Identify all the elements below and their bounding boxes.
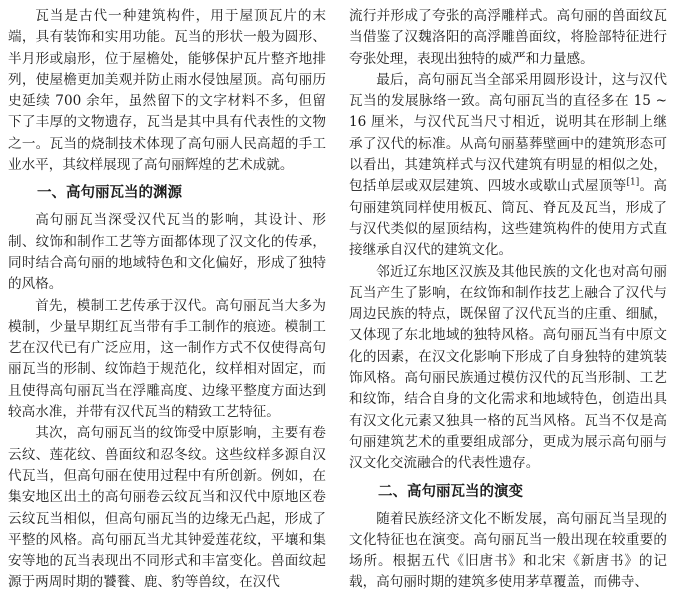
- right-column: [349, 6, 667, 594]
- intro-paragraph: 瓦当是古代一种建筑构件，用于屋顶瓦片的末端，具有装饰和实用功能。瓦当的形状一般为圆形、半月形或扇形，位于屋檐处，能够保护瓦片整齐地排列，使屋檐更加美观并防止雨水侵蚀屋顶。高句丽历史延续 700 余年，虽然留下的文字材料不多，但留下了丰厚的文物遗存，瓦当是其中具有代表性的文物之一。瓦当的烧制技术体现了高句丽人民高超的手工业水平，其纹样展现了高句丽辉煌的艺术成就。: [8, 8, 326, 174]
- round-design-text: 最后，高句丽瓦当全部采用圆形设计，这与汉代瓦当的发展脉络一致。高句丽瓦当的直径多在 15 ~ 16 厘米，与汉代瓦当尺寸相近，说明其在形制上继承了汉代的标准。从高句丽墓葬壁画中的建筑形态可以看出，其建筑样式与汉代建筑有明显的相似之处，包括单层或双层建筑、四坡水或歇山式屋顶等: [349, 71, 667, 195]
- round-design-paragraph: [349, 70, 667, 262]
- liaodong-influence-paragraph: 邻近辽东地区汉族及其他民族的文化也对高句丽瓦当产生了影响，在纹饰和制作技艺上融合了汉代与周边民族的特点，既保留了汉代瓦当的庄重、细腻，又体现了东北地域的独特风格。高句丽瓦当有中原文化的因素，在汉文化影响下形成了自身独特的建筑装饰风格。高句丽民族通过模仿汉代的瓦当形制、工艺和纹饰，结合自身的文化需求和地域特色，创造出具有汉文化元素又独具一格的瓦当风格。瓦当不仅是高句丽建筑艺术的重要组成部分，更成为展示高句丽与汉文化交流融合的代表性遗存。: [349, 263, 667, 472]
- evolution-paragraph: 随着民族经济文化不断发展，高句丽瓦当呈现的文化特征也在演变。高句丽瓦当一般出现在较重要的场所。根据五代《旧唐书》和北宋《新唐书》的记载，高句丽时期的建筑多使用茅草覆盖，而佛寺、: [349, 510, 667, 591]
- section-heading-origins: 一、高句丽瓦当的渊源: [37, 185, 182, 202]
- patterns-paragraph: 其次，高句丽瓦当的纹饰受中原影响，主要有卷云纹、莲花纹、兽面纹和忍冬纹。这些纹样多源自汉代瓦当，但高句丽在使用过程中有所创新。例如，在集安地区出土的高句丽卷云纹瓦当和汉代中原地区卷云纹瓦当相似，但高句丽瓦当的边缘无凸起，形成了平整的风格。高句丽瓦当尤其钟爱莲花纹，平壤和集安等地的瓦当表现出不同形式和丰富变化。兽面纹起源于两周时期的饕餮、鹿、豹等兽纹，在汉代: [8, 425, 326, 591]
- citation-ref: [1]: [626, 177, 640, 188]
- section-heading-evolution: 二、高句丽瓦当的演变: [378, 483, 523, 500]
- round-design-text-tail: 。高句丽建筑同样使用板瓦、筒瓦、脊瓦及瓦当，形成了与汉代类似的屋顶结构，这些建筑构件的使用方式直接继承自汉代的建筑文化。: [349, 178, 667, 259]
- origins-paragraph: 高句丽瓦当深受汉代瓦当的影响，其设计、形制、纹饰和制作工艺等方面都体现了汉文化的传承，同时结合高句丽的地域特色和文化偏好，形成了独特的风格。: [8, 212, 326, 293]
- mold-craft-paragraph: 首先，模制工艺传承于汉代。高句丽瓦当大多为模制，少量早期红瓦当带有手工制作的痕迹。模制工艺在汉代已有广泛应用，这一制作方式不仅使得高句丽瓦当的形制、纹饰趋于规范化，纹样相对固定，而且使得高句丽瓦当在浮雕高度、边缘平整度方面达到较高水准，并带有汉代瓦当的精致工艺特征。: [8, 297, 326, 421]
- patterns-paragraph-continued: 流行并形成了夸张的高浮雕样式。高句丽的兽面纹瓦当借鉴了汉魏洛阳的高浮雕兽面纹，将脸部特征进行夸张处理，表现出独特的威严和力量感。: [349, 8, 667, 67]
- left-column: [8, 6, 326, 594]
